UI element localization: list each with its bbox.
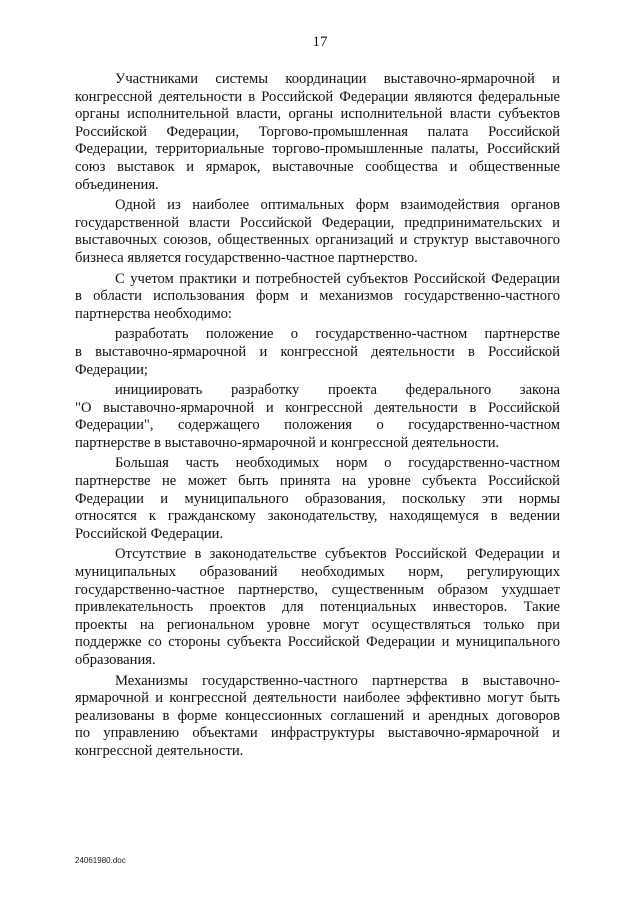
text-line: союз выставок и ярмарок, выставочные сообщества и общественные xyxy=(75,158,560,175)
text-line: Федерации; xyxy=(75,361,148,378)
paragraph-absence xyxy=(75,546,560,669)
text-line: конгрессной деятельности. xyxy=(75,742,244,759)
text-line: по управлению объектами инфраструктуры выставочно-ярмарочной и xyxy=(75,725,560,742)
text-line: образования. xyxy=(75,652,156,668)
text-line: ярмарочной и конгрессной деятельности наиболее эффективно могут быть xyxy=(75,690,560,707)
text-line: Федерации, территориальные торгово-промышленные палаты, Российский xyxy=(75,141,560,158)
text-line: Отсутствие в законодательстве субъектов Российской Федерации и xyxy=(115,546,560,563)
text-line: реализованы в форме концессионных соглашений и арендных договоров xyxy=(75,707,560,724)
text-line: государственной власти Российской Федерации, предпринимательских и xyxy=(75,214,560,231)
text-line: Большая часть необходимых норм о государственно-частном xyxy=(115,455,560,472)
text-line: привлекательность проектов для потенциальных инвесторов. Такие xyxy=(75,599,560,616)
text-line: С учетом практики и потребностей субъектов Российской Федерации xyxy=(115,270,560,287)
text-line: партнерстве в выставочно-ярмарочной и конгрессной деятельности. xyxy=(75,434,500,451)
text-line: бизнеса является государственно-частное партнерство. xyxy=(75,249,418,266)
text-line: относятся к гражданскому законодательству, находящемуся в ведении xyxy=(75,508,560,525)
text-line: Федерации и муниципального образования, поскольку эти нормы xyxy=(75,490,560,507)
text-line: конгрессной деятельности в Российской Федерации являются федеральные xyxy=(75,88,560,105)
document-body xyxy=(75,71,560,764)
text-line: инициировать разработку проекта федерального закона xyxy=(115,382,560,399)
text-line: выставочных союзов, общественных организаций и структур выставочного xyxy=(75,232,560,249)
file-name-footer: 24061980.doc xyxy=(75,856,126,865)
text-line: органы исполнительной власти, органы исполнительной власти субъектов xyxy=(75,106,560,123)
paragraph-develop-provision xyxy=(75,326,560,379)
paragraph-norms xyxy=(75,455,560,543)
paragraph-mechanisms xyxy=(75,673,560,761)
text-line: разработать положение о государственно-частном партнерстве xyxy=(115,326,560,343)
paragraph-optimal-forms xyxy=(75,197,560,267)
text-line: Российской Федерации. xyxy=(75,525,224,542)
text-line: партнерстве не может быть принята на уровне субъекта Российской xyxy=(75,473,560,490)
text-line: Участниками системы координации выставочно-ярмарочной и xyxy=(115,71,560,87)
text-line: в выставочно-ярмарочной и конгрессной деятельности в Российской xyxy=(75,343,560,360)
text-line: Федерации", содержащего положения о государственно-частном xyxy=(75,417,560,434)
text-line: партнерства необходимо: xyxy=(75,305,232,322)
text-line: проекты на региональном уровне могут осуществляться только при xyxy=(75,616,560,633)
paragraph-participants xyxy=(75,71,560,194)
text-line: Одной из наиболее оптимальных форм взаимодействия органов xyxy=(115,197,560,214)
paragraph-initiate-law xyxy=(75,382,560,452)
paragraph-practice xyxy=(75,271,560,324)
text-line: "О выставочно-ярмарочной и конгрессной деятельности в Российской xyxy=(75,399,560,416)
text-line: государственно-частное партнерство, существенным образом ухудшает xyxy=(75,581,560,598)
text-line: Российской Федерации, Торгово-промышленная палата Российской xyxy=(75,123,560,140)
text-line: в области использования форм и механизмов государственно-частного xyxy=(75,288,560,305)
text-line: Механизмы государственно-частного партнерства в выставочно- xyxy=(115,672,560,689)
text-line: муниципальных образований необходимых норм, регулирующих xyxy=(75,564,560,581)
page-number: 17 xyxy=(312,34,328,50)
text-line: объединения. xyxy=(75,176,159,193)
text-line: поддержке со стороны субъекта Российской Федерации и муниципального xyxy=(75,634,560,651)
